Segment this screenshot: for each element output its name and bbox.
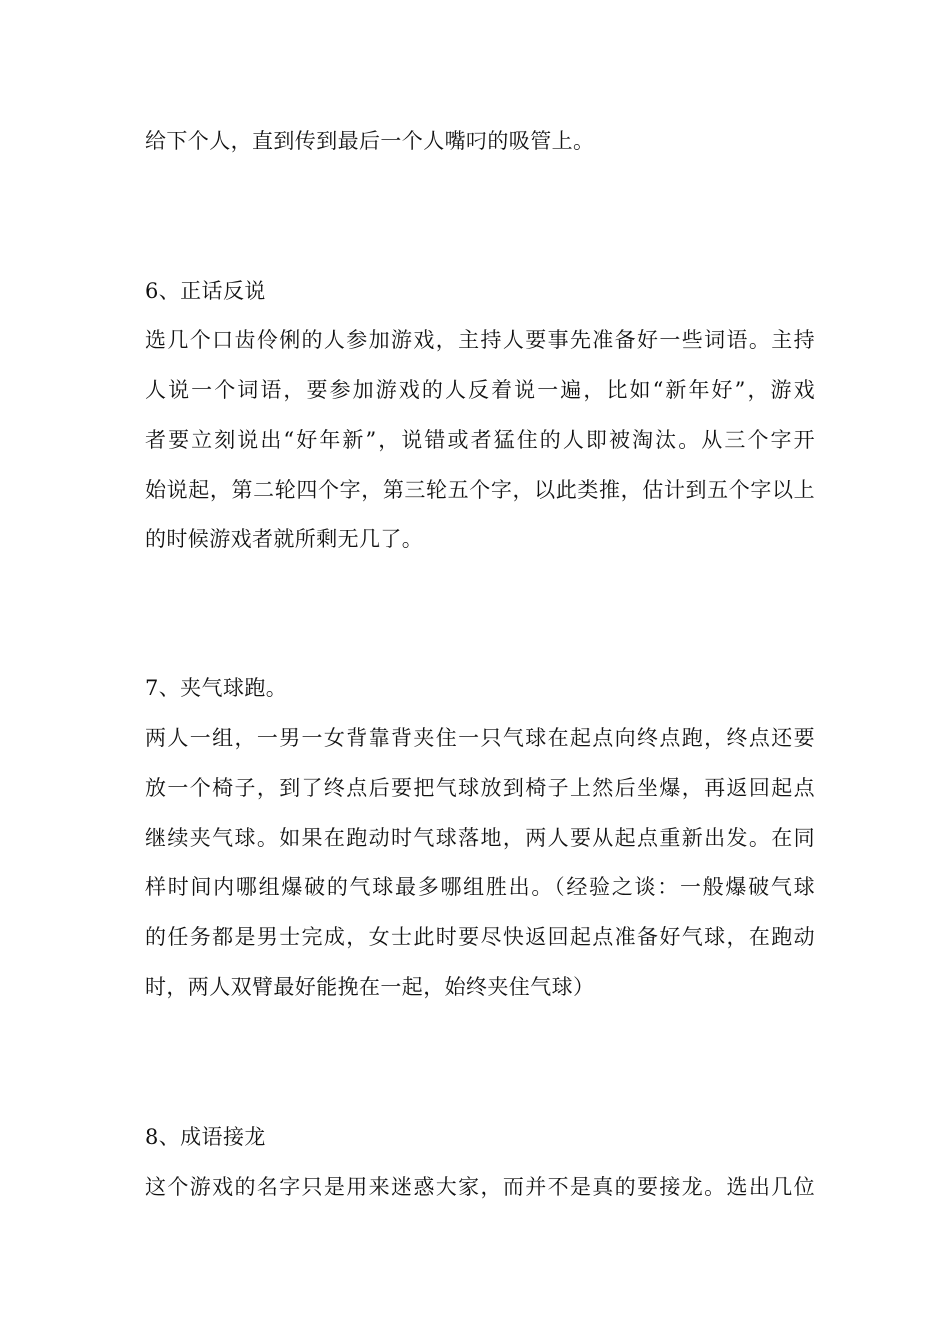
- section-heading: 8、成语接龙: [145, 1125, 266, 1149]
- paragraph-line: 两人一组，一男一女背靠背夹住一只气球在起点向终点跑，终点还要: [145, 726, 815, 750]
- paragraph-continuation: 给下个人，直到传到最后一个人嘴叼的吸管上。: [145, 129, 595, 153]
- paragraph-line: 时，两人双臂最好能挽在一起，始终夹住气球）: [145, 975, 595, 999]
- section-heading: 7、夹气球跑。: [145, 676, 288, 700]
- paragraph-line: 这个游戏的名字只是用来迷惑大家，而并不是真的要接龙。选出几位: [145, 1175, 815, 1199]
- paragraph-line: 的时候游戏者就所剩无几了。: [145, 527, 424, 551]
- paragraph-line: 人说一个词语，要参加游戏的人反着说一遍，比如“新年好”，游戏: [145, 378, 815, 402]
- paragraph-line: 选几个口齿伶俐的人参加游戏，主持人要事先准备好一些词语。主持: [145, 328, 815, 352]
- section-heading: 6、正话反说: [145, 279, 266, 303]
- paragraph-line: 的任务都是男士完成，女士此时要尽快返回起点准备好气球，在跑动: [145, 925, 815, 949]
- paragraph-line: 者要立刻说出“好年新”，说错或者猛住的人即被淘汰。从三个字开: [145, 428, 815, 452]
- paragraph-line: 放一个椅子，到了终点后要把气球放到椅子上然后坐爆，再返回起点: [145, 776, 815, 800]
- paragraph-line: 样时间内哪组爆破的气球最多哪组胜出。（经验之谈：一般爆破气球: [145, 875, 815, 899]
- paragraph-line: 始说起，第二轮四个字，第三轮五个字，以此类推，估计到五个字以上: [145, 478, 815, 502]
- paragraph-line: 继续夹气球。如果在跑动时气球落地，两人要从起点重新出发。在同: [145, 826, 815, 850]
